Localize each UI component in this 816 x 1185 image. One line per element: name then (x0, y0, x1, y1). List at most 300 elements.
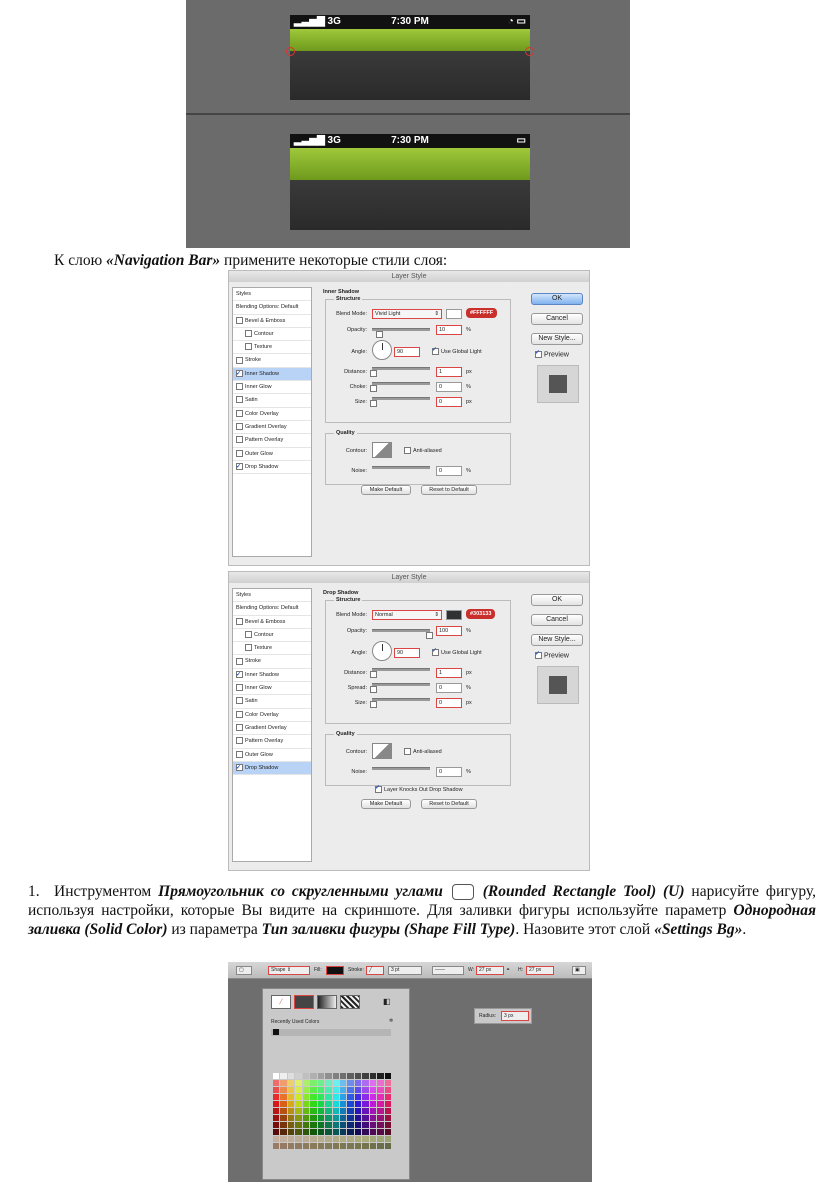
color-swatch[interactable] (310, 1122, 316, 1128)
noise-slider[interactable] (372, 466, 430, 469)
color-swatch[interactable] (303, 1115, 309, 1121)
ok-button[interactable]: OK (531, 594, 583, 606)
stroke-type-select[interactable]: —— (432, 966, 464, 975)
noise-label: Noise: (351, 468, 367, 474)
color-swatch[interactable] (325, 1101, 331, 1107)
color-swatch[interactable] (310, 1073, 316, 1079)
color-swatch[interactable] (273, 1108, 279, 1114)
color-swatch[interactable] (377, 1080, 383, 1086)
color-swatch[interactable] (446, 309, 462, 319)
color-swatch[interactable] (385, 1073, 391, 1079)
slider-knob[interactable] (370, 671, 377, 678)
color-swatch[interactable] (318, 1101, 324, 1107)
color-swatch[interactable] (377, 1136, 383, 1142)
layer-style-dialog-drop-shadow (228, 571, 590, 871)
recent-swatch[interactable] (273, 1029, 279, 1035)
path-ops-icon[interactable]: ▣ (572, 966, 586, 975)
color-swatch[interactable] (303, 1129, 309, 1135)
color-swatch[interactable] (273, 1094, 279, 1100)
color-swatch[interactable] (385, 1101, 391, 1107)
color-swatch[interactable] (340, 1115, 346, 1121)
distance-slider[interactable] (372, 367, 430, 370)
color-swatch[interactable] (340, 1080, 346, 1086)
styles-item[interactable]: Gradient Overlay (233, 722, 311, 735)
settings-panel (319, 588, 515, 862)
styles-item[interactable]: Color Overlay (233, 408, 311, 421)
color-swatch[interactable] (362, 1115, 368, 1121)
pattern-icon[interactable] (340, 995, 360, 1009)
structure-group (325, 597, 511, 724)
color-swatch[interactable] (318, 1073, 324, 1079)
spread-input[interactable]: 0 (436, 683, 462, 693)
color-swatch[interactable] (310, 1108, 316, 1114)
angle-input[interactable]: 90 (394, 347, 420, 357)
color-swatch[interactable] (370, 1122, 376, 1128)
blend-mode-label: Blend Mode: (336, 612, 367, 618)
stroke-size-input[interactable]: 3 pt (388, 966, 422, 975)
styles-item[interactable]: Texture (233, 341, 311, 354)
color-swatch[interactable] (333, 1122, 339, 1128)
color-swatch[interactable] (355, 1136, 361, 1142)
color-swatch[interactable] (325, 1087, 331, 1093)
color-swatch[interactable] (295, 1115, 301, 1121)
styles-item[interactable]: Satin (233, 695, 311, 708)
color-swatch[interactable] (280, 1094, 286, 1100)
anti-aliased-checkbox[interactable]: Anti-aliased (404, 447, 442, 454)
unit: px (466, 399, 472, 405)
color-swatch[interactable] (333, 1080, 339, 1086)
color-swatch[interactable] (347, 1094, 353, 1100)
fill-swatch[interactable] (326, 966, 344, 975)
color-swatch[interactable] (333, 1136, 339, 1142)
color-swatch[interactable] (355, 1080, 361, 1086)
color-swatch[interactable] (295, 1136, 301, 1142)
color-swatch[interactable] (303, 1101, 309, 1107)
color-swatch[interactable] (370, 1087, 376, 1093)
structure-group (325, 296, 511, 423)
color-swatch[interactable] (362, 1087, 368, 1093)
color-swatch[interactable] (446, 610, 462, 620)
styles-item[interactable]: Satin (233, 394, 311, 407)
color-swatch[interactable] (310, 1080, 316, 1086)
size-slider[interactable] (372, 698, 430, 701)
color-swatch[interactable] (288, 1094, 294, 1100)
color-picker-icon[interactable]: ◧ (383, 997, 391, 1006)
slider-knob[interactable] (370, 701, 377, 708)
color-swatch[interactable] (340, 1101, 346, 1107)
color-swatch[interactable] (355, 1108, 361, 1114)
styles-item[interactable]: Styles (233, 589, 311, 602)
styles-item[interactable]: Contour (233, 629, 311, 642)
color-swatch[interactable] (295, 1087, 301, 1093)
link-icon[interactable]: ⚭ (506, 967, 511, 973)
color-swatch[interactable] (385, 1143, 391, 1149)
color-swatch[interactable] (273, 1080, 279, 1086)
color-swatch[interactable] (280, 1136, 286, 1142)
new-style-button[interactable]: New Style... (531, 634, 583, 646)
color-swatch[interactable] (362, 1073, 368, 1079)
stroke-label: Stroke: (348, 967, 364, 973)
color-swatch[interactable] (377, 1108, 383, 1114)
slider-knob[interactable] (370, 370, 377, 377)
color-swatch[interactable] (288, 1087, 294, 1093)
size-input[interactable]: 0 (436, 698, 462, 708)
noise-slider[interactable] (372, 767, 430, 770)
color-swatch[interactable] (288, 1115, 294, 1121)
styles-item-selected[interactable]: ✓Drop Shadow (233, 762, 311, 775)
color-swatch[interactable] (333, 1073, 339, 1079)
color-swatch[interactable] (273, 1129, 279, 1135)
color-swatch[interactable] (273, 1143, 279, 1149)
color-swatch[interactable] (347, 1122, 353, 1128)
distance-input[interactable]: 1 (436, 367, 462, 377)
opacity-slider[interactable] (372, 629, 430, 632)
dialog-title: Layer Style (229, 271, 589, 282)
color-swatch[interactable] (295, 1101, 301, 1107)
styles-item[interactable]: Gradient Overlay (233, 421, 311, 434)
color-swatch[interactable] (370, 1080, 376, 1086)
color-swatch[interactable] (325, 1080, 331, 1086)
unit: % (466, 628, 471, 634)
color-swatch[interactable] (333, 1101, 339, 1107)
color-swatch[interactable] (288, 1122, 294, 1128)
color-swatch[interactable] (355, 1094, 361, 1100)
color-swatch[interactable] (295, 1129, 301, 1135)
knocks-out-checkbox[interactable]: ✓Layer Knocks Out Drop Shadow (375, 786, 463, 793)
color-swatch[interactable] (370, 1073, 376, 1079)
styles-item[interactable]: Inner Glow (233, 682, 311, 695)
solid-color-icon[interactable] (294, 995, 314, 1009)
color-swatch[interactable] (318, 1080, 324, 1086)
color-swatch[interactable] (288, 1129, 294, 1135)
color-swatch[interactable] (318, 1143, 324, 1149)
color-swatch[interactable] (325, 1115, 331, 1121)
color-swatch[interactable] (273, 1122, 279, 1128)
reset-default-button[interactable]: Reset to Default (421, 799, 477, 809)
color-swatch[interactable] (280, 1101, 286, 1107)
color-swatch[interactable] (347, 1115, 353, 1121)
size-slider[interactable] (372, 397, 430, 400)
color-swatch[interactable] (303, 1073, 309, 1079)
color-swatch[interactable] (333, 1087, 339, 1093)
color-swatch[interactable] (347, 1087, 353, 1093)
color-swatch[interactable] (355, 1087, 361, 1093)
color-swatch[interactable] (303, 1136, 309, 1142)
gradient-icon[interactable] (317, 995, 337, 1009)
color-swatch[interactable] (273, 1115, 279, 1121)
styles-item[interactable]: Stroke (233, 354, 311, 367)
color-swatch[interactable] (295, 1108, 301, 1114)
styles-item[interactable]: Texture (233, 642, 311, 655)
new-style-button[interactable]: New Style... (531, 333, 583, 345)
color-swatch[interactable] (362, 1108, 368, 1114)
styles-item[interactable]: Blending Options: Default (233, 602, 311, 615)
color-swatch[interactable] (310, 1094, 316, 1100)
color-swatch[interactable] (325, 1129, 331, 1135)
styles-item[interactable]: Outer Glow (233, 448, 311, 461)
stroke-swatch[interactable]: ╱ (366, 966, 384, 975)
color-swatch[interactable] (318, 1129, 324, 1135)
size-input[interactable]: 0 (436, 397, 462, 407)
color-swatch[interactable] (385, 1129, 391, 1135)
color-swatch[interactable] (355, 1143, 361, 1149)
color-swatch[interactable] (385, 1094, 391, 1100)
angle-input[interactable]: 90 (394, 648, 420, 658)
color-swatch[interactable] (355, 1129, 361, 1135)
color-swatch[interactable] (362, 1080, 368, 1086)
color-swatch[interactable] (385, 1136, 391, 1142)
color-swatch[interactable] (355, 1073, 361, 1079)
height-input[interactable]: 27 px (526, 966, 554, 975)
contour-label: Contour: (345, 448, 367, 454)
color-swatch[interactable] (355, 1101, 361, 1107)
color-swatch[interactable] (340, 1136, 346, 1142)
color-swatch[interactable] (370, 1115, 376, 1121)
color-swatch[interactable] (273, 1073, 279, 1079)
opacity-input[interactable]: 10 (436, 325, 462, 335)
color-swatch[interactable] (280, 1122, 286, 1128)
color-swatch[interactable] (355, 1122, 361, 1128)
color-swatch[interactable] (340, 1087, 346, 1093)
size-label: Size: (354, 399, 367, 405)
preview-checkbox[interactable]: ✓Preview (535, 652, 569, 659)
color-swatch[interactable] (347, 1080, 353, 1086)
color-swatch[interactable] (318, 1087, 324, 1093)
color-swatch[interactable] (273, 1136, 279, 1142)
styles-item[interactable]: Inner Glow (233, 381, 311, 394)
color-swatch[interactable] (385, 1108, 391, 1114)
color-swatch[interactable] (310, 1129, 316, 1135)
color-swatch[interactable] (370, 1136, 376, 1142)
color-swatch[interactable] (303, 1143, 309, 1149)
color-swatch[interactable] (333, 1115, 339, 1121)
width-input[interactable]: 27 px (476, 966, 504, 975)
tool-preset-icon[interactable]: ▢ (236, 966, 252, 975)
color-swatch[interactable] (273, 1101, 279, 1107)
color-swatch[interactable] (288, 1073, 294, 1079)
color-swatch[interactable] (280, 1115, 286, 1121)
styles-item[interactable]: Stroke (233, 655, 311, 668)
color-swatch[interactable] (310, 1101, 316, 1107)
slider-knob[interactable] (370, 686, 377, 693)
color-swatch[interactable] (280, 1073, 286, 1079)
color-swatch[interactable] (325, 1143, 331, 1149)
color-swatch[interactable] (280, 1080, 286, 1086)
use-global-light-checkbox[interactable]: ✓ Use Global Light (432, 348, 482, 355)
color-swatch[interactable] (340, 1143, 346, 1149)
color-swatch[interactable] (310, 1115, 316, 1121)
color-swatch[interactable] (333, 1129, 339, 1135)
color-swatch[interactable] (280, 1087, 286, 1093)
color-swatch[interactable] (295, 1073, 301, 1079)
color-swatch[interactable] (325, 1108, 331, 1114)
color-swatch[interactable] (385, 1080, 391, 1086)
preview-thumbnail (537, 666, 579, 704)
angle-dial[interactable] (372, 340, 392, 360)
radius-input[interactable]: 3 px (501, 1011, 529, 1021)
opacity-input[interactable]: 100 (436, 626, 462, 636)
mode-select[interactable]: Shape ⇕ (268, 966, 310, 975)
distance-slider[interactable] (372, 668, 430, 671)
color-swatch[interactable] (310, 1087, 316, 1093)
no-color-icon[interactable]: ╱ (271, 995, 291, 1009)
color-swatch[interactable] (377, 1073, 383, 1079)
styles-item[interactable]: Outer Glow (233, 749, 311, 762)
styles-item[interactable]: Pattern Overlay (233, 735, 311, 748)
slider-knob[interactable] (370, 400, 377, 407)
color-swatch[interactable] (325, 1136, 331, 1142)
color-swatch[interactable] (295, 1094, 301, 1100)
blend-mode-select[interactable]: Normal ⇕ (372, 610, 442, 620)
rounded-rectangle-tool-icon (452, 884, 474, 900)
color-swatch[interactable] (347, 1143, 353, 1149)
color-swatch[interactable] (295, 1122, 301, 1128)
color-swatch[interactable] (288, 1080, 294, 1086)
color-swatch[interactable] (362, 1136, 368, 1142)
color-swatch[interactable] (370, 1094, 376, 1100)
gear-icon[interactable]: ✲ (389, 1018, 394, 1024)
color-swatch[interactable] (377, 1087, 383, 1093)
color-swatch[interactable] (370, 1143, 376, 1149)
color-swatch[interactable] (362, 1122, 368, 1128)
radius-field (474, 1008, 532, 1024)
color-swatch[interactable] (295, 1080, 301, 1086)
fill-label: Fill: (314, 967, 322, 973)
styles-item[interactable]: ✓Drop Shadow (233, 461, 311, 474)
styles-item[interactable]: Bevel & Emboss (233, 315, 311, 328)
color-swatch[interactable] (362, 1129, 368, 1135)
color-swatch[interactable] (303, 1080, 309, 1086)
color-swatch[interactable] (355, 1115, 361, 1121)
color-swatch[interactable] (318, 1115, 324, 1121)
color-swatch[interactable] (370, 1129, 376, 1135)
angle-dial[interactable] (372, 641, 392, 661)
styles-item[interactable]: Styles (233, 288, 311, 301)
color-swatch[interactable] (295, 1143, 301, 1149)
make-default-button[interactable]: Make Default (361, 799, 411, 809)
color-swatch[interactable] (318, 1108, 324, 1114)
color-swatch[interactable] (347, 1073, 353, 1079)
slider-knob[interactable] (426, 632, 433, 639)
color-swatch[interactable] (362, 1094, 368, 1100)
styles-item[interactable]: Blending Options: Default (233, 301, 311, 314)
color-swatch[interactable] (370, 1101, 376, 1107)
color-swatch[interactable] (385, 1087, 391, 1093)
color-swatch[interactable] (377, 1122, 383, 1128)
size-label: Size: (354, 700, 367, 706)
intro-text: К слою «Navigation Bar» примените некоторые стили слоя: (54, 252, 448, 269)
styles-item-selected[interactable]: ✓Inner Shadow (233, 368, 311, 381)
color-swatch[interactable] (310, 1136, 316, 1142)
choke-slider[interactable] (372, 382, 430, 385)
layer-style-dialog-inner-shadow (228, 270, 590, 566)
slider-knob[interactable] (376, 331, 383, 338)
color-swatch[interactable] (362, 1143, 368, 1149)
color-swatch[interactable] (347, 1101, 353, 1107)
list-number: 1. (28, 883, 40, 900)
color-swatch[interactable] (288, 1143, 294, 1149)
color-swatch[interactable] (318, 1122, 324, 1128)
color-swatch[interactable] (377, 1115, 383, 1121)
unit: px (466, 670, 472, 676)
color-swatch[interactable] (377, 1101, 383, 1107)
color-swatch[interactable] (377, 1094, 383, 1100)
color-swatch[interactable] (347, 1129, 353, 1135)
cancel-button[interactable]: Cancel (531, 313, 583, 325)
color-swatch[interactable] (347, 1108, 353, 1114)
distance-input[interactable]: 1 (436, 668, 462, 678)
color-swatch[interactable] (377, 1143, 383, 1149)
color-swatch[interactable] (280, 1143, 286, 1149)
color-swatch[interactable] (340, 1073, 346, 1079)
use-global-light-checkbox[interactable]: ✓ Use Global Light (432, 649, 482, 656)
make-default-button[interactable]: Make Default (361, 485, 411, 495)
choke-input[interactable]: 0 (436, 382, 462, 392)
group-title: Structure (336, 597, 361, 603)
color-swatch[interactable] (340, 1108, 346, 1114)
color-swatch[interactable] (288, 1101, 294, 1107)
color-swatch[interactable] (325, 1094, 331, 1100)
color-swatch[interactable] (333, 1108, 339, 1114)
slider-knob[interactable] (370, 385, 377, 392)
color-swatch[interactable] (318, 1136, 324, 1142)
contour-picker[interactable] (372, 743, 392, 759)
anti-aliased-checkbox[interactable]: Anti-aliased (404, 748, 442, 755)
color-swatch[interactable] (303, 1122, 309, 1128)
color-hex-callout: #FFFFFF (466, 308, 497, 318)
color-swatch[interactable] (288, 1136, 294, 1142)
color-swatch[interactable] (303, 1087, 309, 1093)
color-swatch[interactable] (325, 1073, 331, 1079)
color-swatch[interactable] (303, 1094, 309, 1100)
nav-bar-shape (290, 148, 530, 180)
color-swatch[interactable] (318, 1094, 324, 1100)
ok-button[interactable]: OK (531, 293, 583, 305)
color-swatch[interactable] (288, 1108, 294, 1114)
styles-item[interactable]: ✓Inner Shadow (233, 669, 311, 682)
styles-item[interactable]: Contour (233, 328, 311, 341)
blend-mode-select[interactable]: Vivid Light ⇕ (372, 309, 442, 319)
noise-input[interactable]: 0 (436, 466, 462, 476)
color-swatch[interactable] (340, 1129, 346, 1135)
color-swatch[interactable] (280, 1129, 286, 1135)
color-swatch[interactable] (377, 1129, 383, 1135)
color-swatch[interactable] (333, 1143, 339, 1149)
color-swatch[interactable] (370, 1108, 376, 1114)
noise-input[interactable]: 0 (436, 767, 462, 777)
color-swatch[interactable] (340, 1094, 346, 1100)
color-swatch[interactable] (340, 1122, 346, 1128)
color-swatch[interactable] (385, 1122, 391, 1128)
color-swatch[interactable] (347, 1136, 353, 1142)
color-swatch[interactable] (362, 1101, 368, 1107)
color-swatch[interactable] (280, 1108, 286, 1114)
contour-picker[interactable] (372, 442, 392, 458)
color-swatch[interactable] (333, 1094, 339, 1100)
styles-item[interactable]: Color Overlay (233, 709, 311, 722)
color-swatch[interactable] (273, 1087, 279, 1093)
cancel-button[interactable]: Cancel (531, 614, 583, 626)
color-swatch[interactable] (325, 1122, 331, 1128)
spread-slider[interactable] (372, 683, 430, 686)
styles-item[interactable]: Pattern Overlay (233, 434, 311, 447)
reset-default-button[interactable]: Reset to Default (421, 485, 477, 495)
styles-item[interactable]: Bevel & Emboss (233, 616, 311, 629)
color-swatch[interactable] (385, 1115, 391, 1121)
color-swatch[interactable] (310, 1143, 316, 1149)
color-swatch[interactable] (303, 1108, 309, 1114)
preview-checkbox[interactable]: ✓Preview (535, 351, 569, 358)
